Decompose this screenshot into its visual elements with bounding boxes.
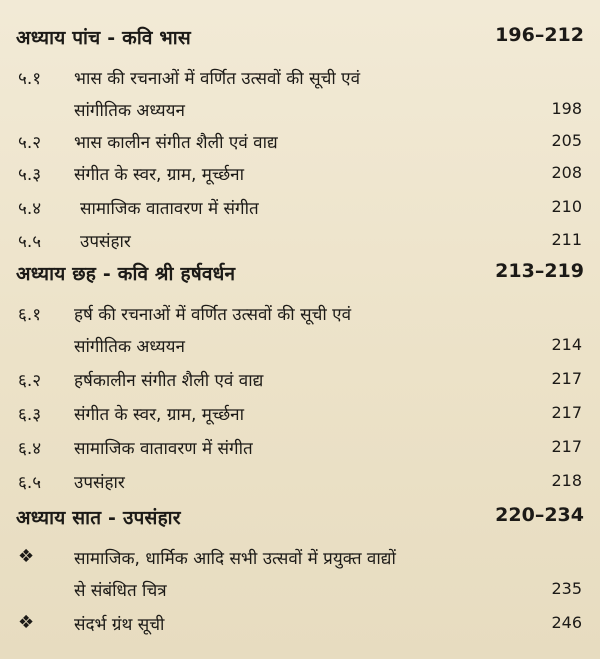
entry-title: संदर्भ ग्रंथ सूची [74, 615, 165, 635]
entry-page: 217 [551, 369, 582, 388]
entry-title: उपसंहार [80, 232, 131, 252]
entry-title: हर्ष की रचनाओं में वर्णित उत्सवों की सूची एवं [74, 305, 352, 325]
toc-entry-continuation [0, 572, 600, 606]
chapter-heading [0, 20, 600, 54]
entry-title: सामाजिक वातावरण में संगीत [74, 439, 253, 459]
entry-number: ६.३ [18, 405, 42, 425]
entry-page: 198 [551, 99, 582, 118]
chapter-title: अध्याय सात - उपसंहार [16, 507, 181, 529]
entry-page: 208 [551, 163, 582, 182]
entry-number: ५.३ [18, 165, 42, 185]
chapter-page-range: 196–212 [495, 24, 584, 46]
entry-page: 218 [551, 471, 582, 490]
entry-page: 205 [551, 131, 582, 150]
entry-number: ६.२ [18, 371, 42, 391]
toc-entry [0, 362, 600, 396]
chapter-heading [0, 500, 600, 534]
entry-number: ६.४ [18, 439, 42, 459]
toc-entry [0, 396, 600, 430]
toc-entry [0, 296, 600, 330]
entry-title: सांगीतिक अध्ययन [74, 101, 185, 121]
toc-entry [0, 124, 600, 158]
entry-title: सांगीतिक अध्ययन [74, 337, 185, 357]
chapter-page-range: 220–234 [495, 504, 584, 526]
entry-number: ५.१ [18, 69, 42, 89]
toc-entry [0, 540, 600, 574]
entry-title: भास की रचनाओं में वर्णित उत्सवों की सूची एवं [74, 69, 361, 89]
entry-number: ५.४ [18, 199, 42, 219]
entry-title: सामाजिक, धार्मिक आदि सभी उत्सवों में प्रयुक्त वाद्यों [74, 549, 396, 569]
entry-page: 235 [551, 579, 582, 598]
toc-entry-continuation [0, 328, 600, 362]
toc-entry [0, 223, 600, 257]
entry-page: 217 [551, 403, 582, 422]
entry-title: उपसंहार [74, 473, 125, 493]
entry-page: 246 [551, 613, 582, 632]
entry-title: सामाजिक वातावरण में संगीत [80, 199, 259, 219]
toc-entry [0, 60, 600, 94]
toc-entry [0, 464, 600, 498]
toc-entry [0, 606, 600, 640]
diamond-bullet-icon: ❖ [18, 546, 35, 567]
chapter-title: अध्याय छह - कवि श्री हर्षवर्धन [16, 263, 236, 285]
toc-entry [0, 156, 600, 190]
entry-title: संगीत के स्वर, ग्राम, मूर्च्छना [74, 405, 244, 425]
entry-page: 210 [551, 197, 582, 216]
toc-entry [0, 430, 600, 464]
entry-number: ५.२ [18, 133, 42, 153]
entry-number: ५.५ [18, 232, 42, 252]
chapter-page-range: 213–219 [495, 260, 584, 282]
entry-title: से संबंधित चित्र [74, 581, 167, 601]
diamond-bullet-icon: ❖ [18, 612, 35, 633]
toc-entry-continuation [0, 92, 600, 126]
chapter-heading [0, 256, 600, 290]
entry-title: भास कालीन संगीत शैली एवं वाद्य [74, 133, 278, 153]
entry-number: ६.५ [18, 473, 42, 493]
entry-page: 217 [551, 437, 582, 456]
entry-title: हर्षकालीन संगीत शैली एवं वाद्य [74, 371, 264, 391]
chapter-title: अध्याय पांच - कवि भास [16, 27, 191, 49]
toc-entry [0, 190, 600, 224]
entry-number: ६.१ [18, 305, 42, 325]
entry-title: संगीत के स्वर, ग्राम, मूर्च्छना [74, 165, 244, 185]
entry-page: 214 [551, 335, 582, 354]
entry-page: 211 [551, 230, 582, 249]
